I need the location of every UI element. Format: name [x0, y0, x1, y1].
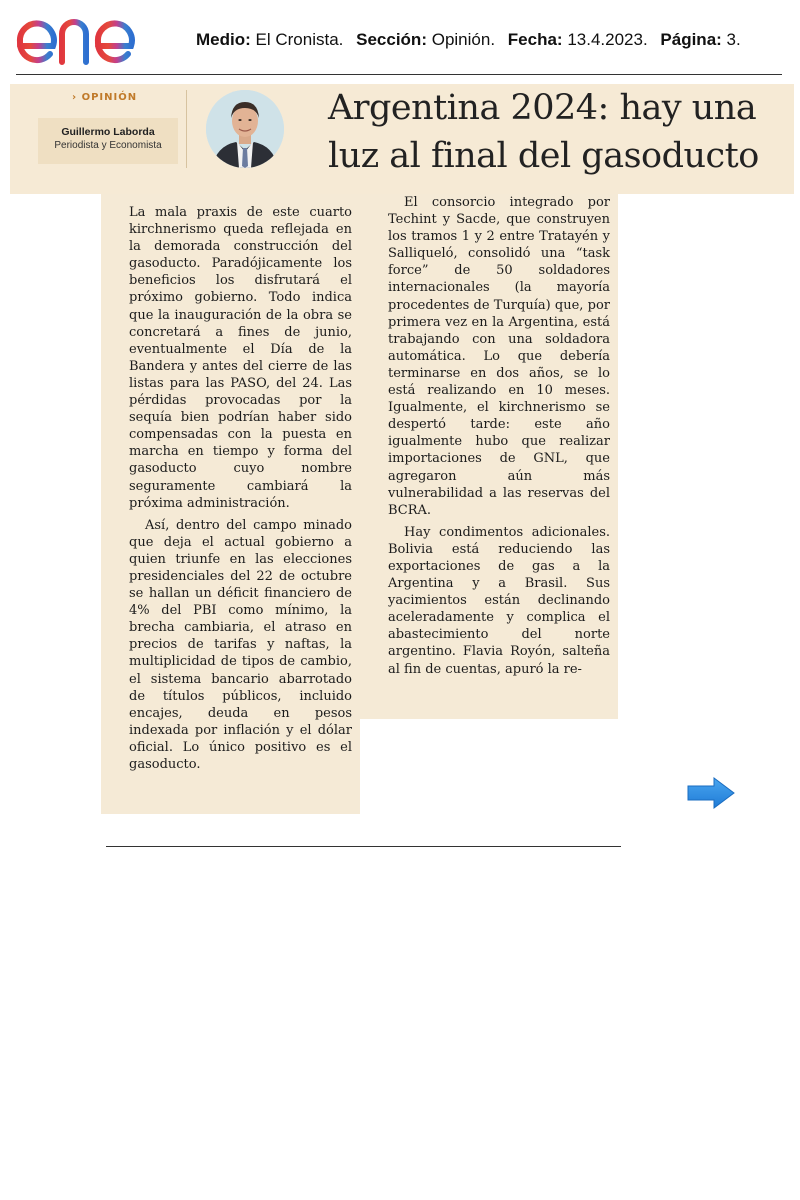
header-divider: [16, 74, 782, 75]
author-box: [38, 118, 178, 164]
fecha-label: Fecha:: [507, 30, 563, 49]
pagina-label: Página:: [660, 30, 722, 49]
article-column-left: [101, 194, 360, 814]
article-paragraph: Hay condimentos adicionales. Bolivia está reduciendo las exportaciones de gas a la Argentina y a Brasil. Sus yacimientos están declinando aceleradamente y complica el abastecimiento del norte argentino. Flavia Royón, salteña al fin de cuentas, apuró la re-: [388, 524, 610, 677]
pagina-value: 3.: [726, 30, 741, 49]
medio-value: El Cronista.: [255, 30, 344, 49]
article-paragraph: Así, dentro del campo minado que deja el actual gobierno a quien triunfe en las elecciones presidenciales del 22 de octubre se hallan un déficit financiero de 4% del PBI como mínimo, la brecha cambiaria, el atraso en precios de tarifas y naftas, la multiplicidad de tipos de cambio, el sistema bancario abarrotado de títulos públicos, incluido encajes, deuda en pesos indexada por inflación y el dólar oficial. Lo único positivo es el gasoducto.: [129, 517, 352, 772]
fecha-value: 13.4.2023.: [567, 30, 648, 49]
medio-label: Medio:: [196, 30, 251, 49]
article-paragraph: La mala praxis de este cuarto kirchnerismo queda reflejada en la demorada construcción del gasoducto. Paradójicamente los beneficios los disfrutará el próximo gobierno. Todo indica que la inauguración de la obra se concretará a fines de junio, eventualmente el Día de la Bandera y antes del cierre de las listas para las PASO, del 24. Las pérdidas provocadas por la sequía bien podrían haber sido compensadas con la puesta en marcha en tiempo y forma del gasoducto cuyo nombre seguramente cambiará la próxima administración.: [129, 205, 352, 511]
article-headline: [328, 84, 788, 180]
footer-divider: [106, 846, 621, 847]
enel-logo: [14, 4, 182, 70]
article-header: [10, 84, 794, 194]
header-vertical-divider: [186, 90, 187, 168]
article-column-right: [360, 194, 618, 719]
headline-line-1: Argentina 2024: hay una: [328, 88, 757, 128]
right-arrow-icon[interactable]: [686, 776, 736, 810]
section-tag: › OPINIÓN: [72, 92, 138, 103]
headline-line-2: luz al final del gasoducto: [328, 136, 759, 176]
seccion-value: Opinión.: [431, 30, 496, 49]
article-paragraph: El consorcio integrado por Techint y Sacde, que construyen los tramos 1 y 2 entre Tratayén y Salliqueló, consolidó una “task force” de 50 soldadores internacionales (la mayoría procedentes de Turquía) que, por primera vez en la Argentina, está trabajando con una soldadora automática. Lo que debería terminarse en dos años, se lo está realizando en 10 meses. Igualmente, el kirchnerismo se despertó tarde: este año igualmente hubo que realizar importaciones de GNL, que agregaron aún más vulnerabilidad a las reservas del BCRA.: [388, 195, 610, 518]
author-portrait: [206, 90, 284, 168]
author-role: Periodista y Economista: [54, 140, 162, 151]
seccion-label: Sección:: [356, 30, 427, 49]
clipping-metadata: [196, 30, 749, 50]
author-name: Guillermo Laborda: [61, 126, 155, 138]
